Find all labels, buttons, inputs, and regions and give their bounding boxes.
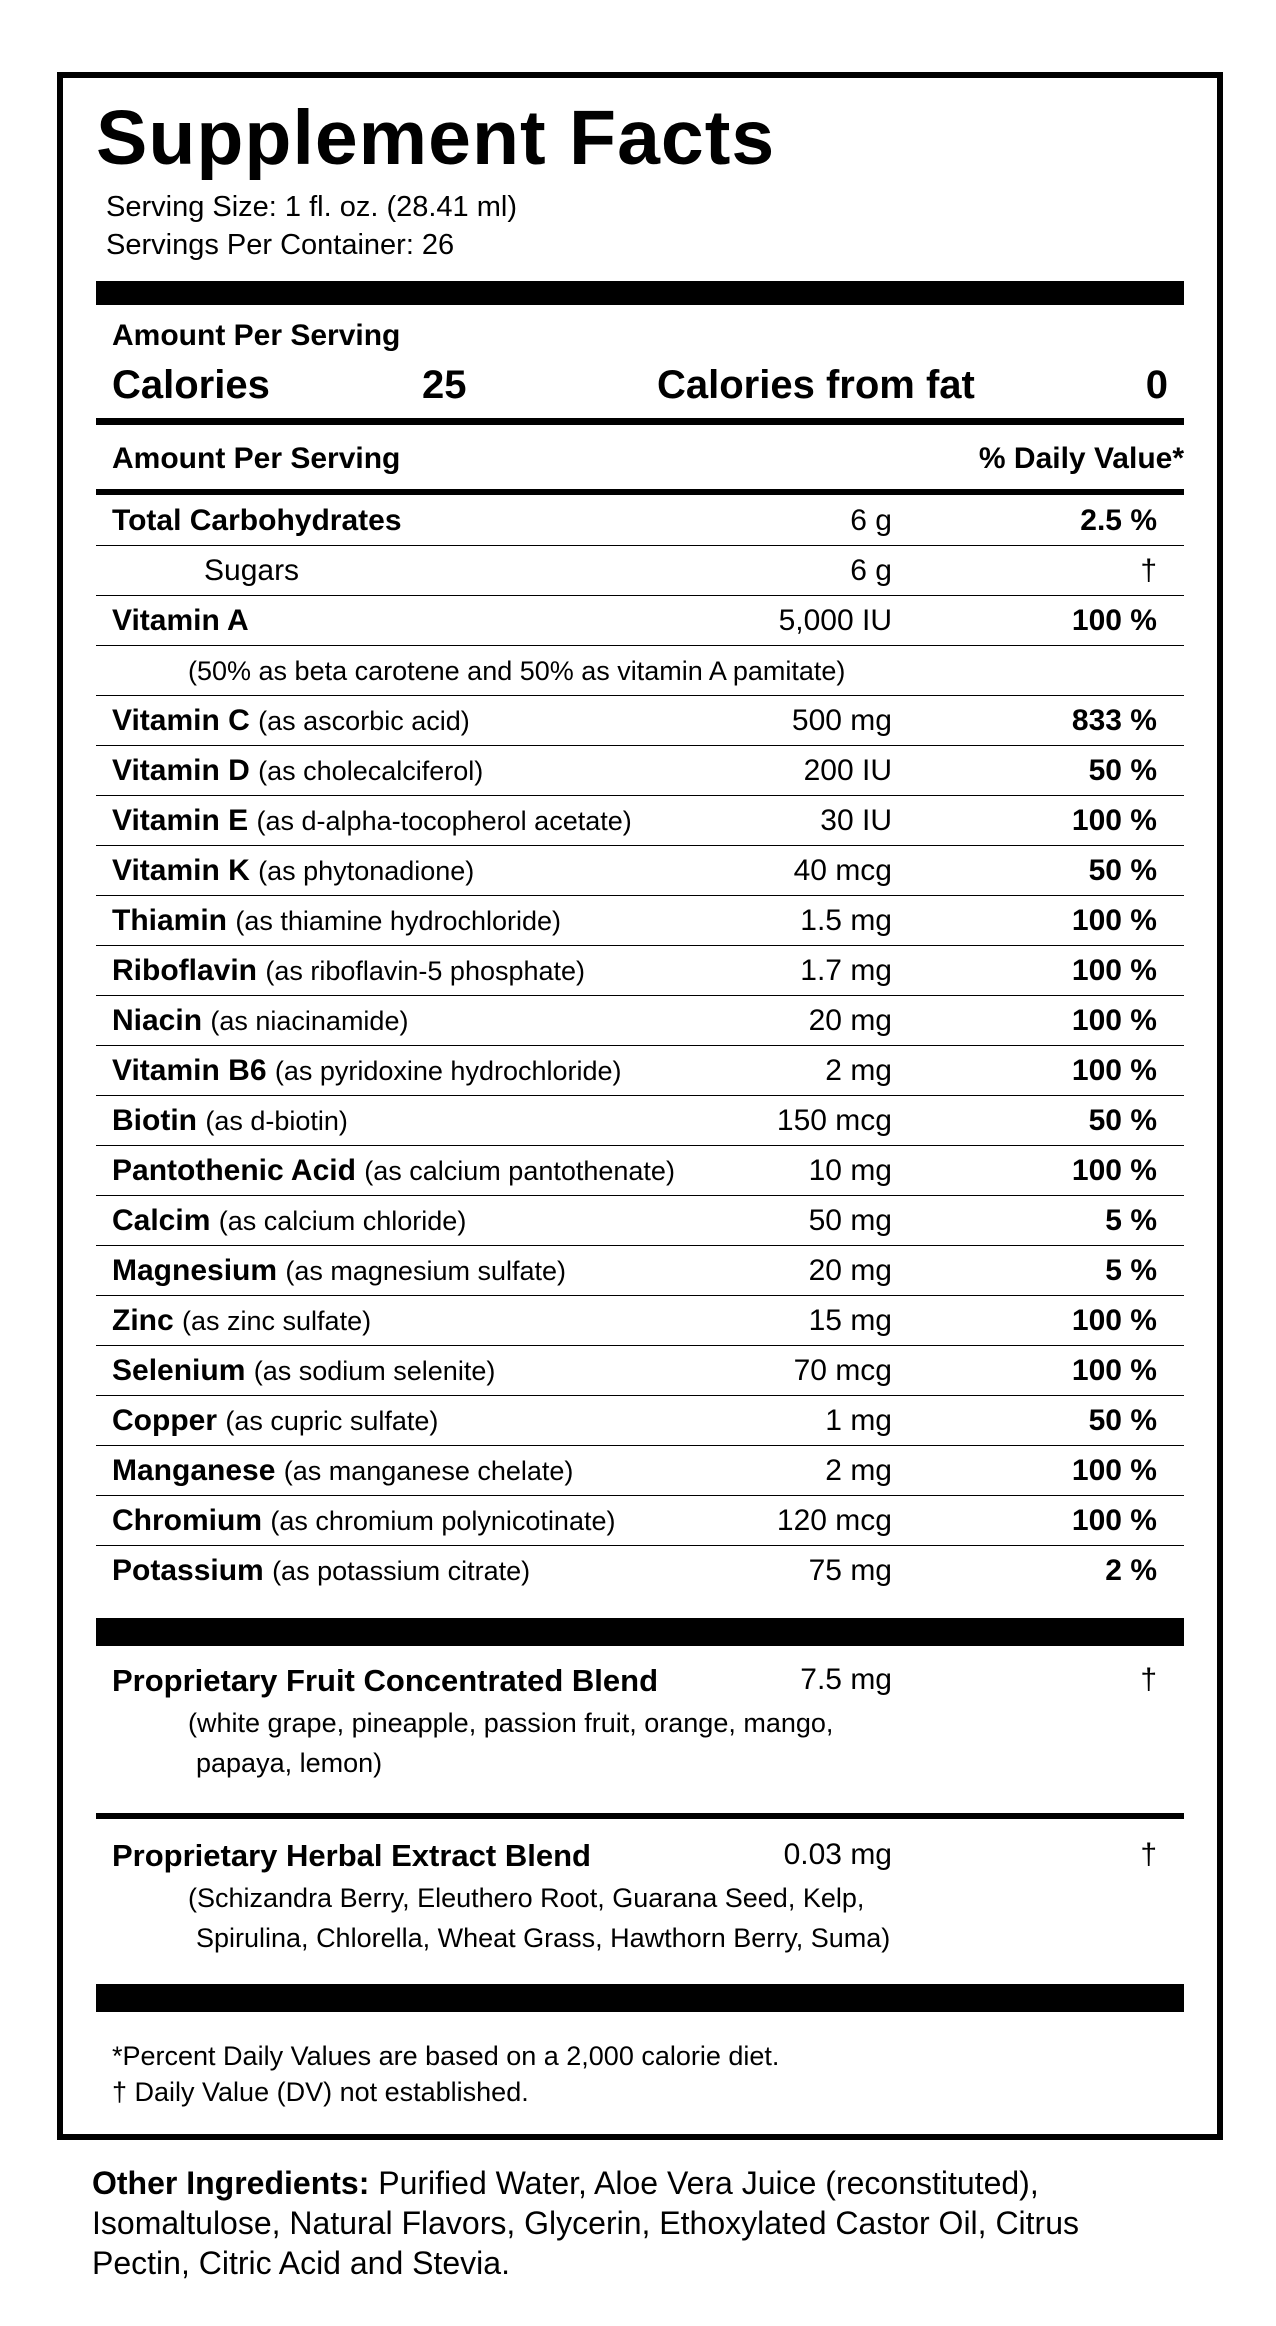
medium-divider [96,489,1184,495]
nutrient-label: Vitamin B6 [112,1054,267,1087]
nutrient-name [204,546,299,596]
nutrient-source: (as manganese chelate) [283,1456,574,1486]
nutrient-name [112,1396,438,1446]
nutrient-name [112,896,561,946]
nutrient-label: Total Carbohydrates [112,504,402,537]
nutrient-daily-value: 833 % [1071,704,1157,737]
vitamin-a-note: (50% as beta carotene and 50% as vitamin A pamitate) [188,656,846,686]
nutrient-amount: 200 IU [803,754,892,787]
nutrient-daily-value: 100 % [1071,1504,1157,1537]
nutrient-name [112,746,483,796]
thick-divider [96,1984,1184,2012]
nutrient-label: Vitamin A [112,604,249,637]
nutrient-name [112,596,249,646]
medium-divider [96,1813,1184,1819]
nutrient-label: Riboflavin [112,954,258,987]
nutrient-daily-value: 50 % [1088,854,1157,887]
nutrient-row [96,996,1184,1046]
nutrient-source: (as calcium chloride) [218,1206,467,1236]
blend-dv: † [1140,1838,1157,1871]
nutrient-label: Niacin [112,1004,203,1037]
nutrient-row [96,1096,1184,1146]
serving-size: Serving Size: 1 fl. oz. (28.41 ml) [106,191,517,223]
footnote-dv-not-established: † Daily Value (DV) not established. [112,2077,529,2107]
daily-value-header: % Daily Value* [978,442,1184,475]
nutrient-amount: 5,000 IU [778,604,892,637]
nutrient-row [96,496,1184,546]
nutrient-daily-value: 100 % [1071,954,1157,987]
panel-title: Supplement Facts [96,95,776,181]
nutrient-amount: 15 mg [808,1304,892,1337]
medium-divider [96,418,1184,425]
nutrient-label: Manganese [112,1454,276,1487]
nutrient-amount: 20 mg [808,1254,892,1287]
nutrient-source: (as sodium selenite) [253,1356,496,1386]
footnote-daily-values: *Percent Daily Values are based on a 2,000 calorie diet. [112,2041,780,2071]
nutrient-daily-value: 2 % [1105,1554,1157,1587]
nutrient-label: Magnesium [112,1254,278,1287]
nutrient-name [112,946,585,996]
nutrient-label: Thiamin [112,904,228,937]
servings-per-container: Servings Per Container: 26 [106,229,455,261]
nutrient-source: (as cholecalciferol) [258,756,484,786]
nutrient-amount: 2 mg [825,1454,892,1487]
nutrient-label: Potassium [112,1554,264,1587]
blend-ingredients: Spirulina, Chlorella, Wheat Grass, Hawthorn Berry, Suma) [196,1923,891,1953]
nutrient-name [112,846,474,896]
nutrient-source: (as phytonadione) [258,856,475,886]
calories-value: 25 [422,363,467,407]
amount-per-serving-label: Amount Per Serving [112,319,401,352]
nutrient-source: (as cupric sulfate) [225,1406,439,1436]
nutrient-label: Vitamin K [112,854,250,887]
nutrient-amount: 120 mcg [776,1504,892,1537]
nutrient-row [96,546,1184,596]
other-ingredients [92,2163,1172,2283]
other-ingredients-label: Other Ingredients: [92,2165,370,2201]
nutrient-amount: 10 mg [808,1154,892,1187]
blend-name: Proprietary Fruit Concentrated Blend [112,1663,659,1698]
nutrient-amount: 150 mcg [776,1104,892,1137]
nutrient-daily-value: 50 % [1088,1404,1157,1437]
nutrient-daily-value: 100 % [1071,1004,1157,1037]
nutrient-source: (as zinc sulfate) [182,1306,372,1336]
nutrient-source: (as d-alpha-tocopherol acetate) [256,806,632,836]
calories-label: Calories [112,363,270,407]
nutrient-row [96,1046,1184,1096]
nutrient-source: (as calcium pantothenate) [364,1156,675,1186]
nutrient-row [96,946,1184,996]
nutrient-amount: 1 mg [825,1404,892,1437]
nutrient-name [112,1446,573,1496]
nutrient-row [96,1396,1184,1446]
nutrient-row [96,1496,1184,1546]
nutrient-amount: 1.5 mg [800,904,892,937]
calories-from-fat-value: 0 [1145,363,1168,407]
nutrient-source: (as ascorbic acid) [258,706,470,736]
nutrient-label: Biotin [112,1104,197,1137]
nutrient-amount: 70 mcg [793,1354,892,1387]
nutrient-row [96,1246,1184,1296]
nutrient-daily-value: 100 % [1071,1454,1157,1487]
nutrient-label: Calcim [112,1204,211,1237]
nutrient-name [112,1496,615,1546]
nutrient-daily-value: 2.5 % [1080,504,1157,537]
nutrient-source: (as potassium citrate) [272,1556,531,1586]
nutrient-source: (as d-biotin) [205,1106,348,1136]
nutrient-name [112,1296,371,1346]
nutrient-name [112,696,470,746]
blend-ingredients: papaya, lemon) [196,1748,383,1778]
supplement-facts-panel [57,72,1223,2140]
nutrient-label: Selenium [112,1354,246,1387]
nutrient-daily-value: 50 % [1088,1104,1157,1137]
nutrient-amount: 75 mg [808,1554,892,1587]
nutrient-row [96,1146,1184,1196]
nutrient-amount: 40 mcg [793,854,892,887]
nutrient-daily-value: 100 % [1071,904,1157,937]
nutrient-row [96,846,1184,896]
nutrient-daily-value: 100 % [1071,1154,1157,1187]
nutrient-source: (as pyridoxine hydrochloride) [274,1056,622,1086]
nutrient-row [96,1446,1184,1496]
nutrient-label: Sugars [204,554,300,587]
nutrient-row [96,696,1184,746]
nutrient-amount: 50 mg [808,1204,892,1237]
nutrient-row [96,596,1184,646]
nutrient-name [112,996,408,1046]
nutrient-name [112,1046,622,1096]
nutrient-label: Vitamin C [112,704,250,737]
nutrient-daily-value: 5 % [1105,1254,1157,1287]
nutrient-amount: 6 g [850,504,892,537]
nutrient-label: Zinc [112,1304,174,1337]
nutrient-daily-value: † [1140,554,1157,587]
blend-ingredients: (Schizandra Berry, Eleuthero Root, Guarana Seed, Kelp, [188,1883,865,1913]
nutrient-row [96,1546,1184,1596]
nutrient-amount: 1.7 mg [800,954,892,987]
nutrient-source: (as chromium polynicotinate) [270,1506,616,1536]
nutrient-label: Vitamin E [112,804,249,837]
nutrient-name [112,1246,566,1296]
nutrient-amount: 2 mg [825,1054,892,1087]
nutrient-daily-value: 5 % [1105,1204,1157,1237]
row-divider [96,645,1184,646]
nutrient-row [96,1346,1184,1396]
nutrient-label: Copper [112,1404,217,1437]
amount-per-serving-header: Amount Per Serving [112,442,401,475]
nutrient-daily-value: 100 % [1071,1304,1157,1337]
nutrient-amount: 30 IU [820,804,892,837]
nutrient-source: (as thiamine hydrochloride) [235,906,562,936]
nutrient-daily-value: 100 % [1071,1354,1157,1387]
nutrient-name [112,1346,495,1396]
nutrient-label: Pantothenic Acid [112,1154,356,1187]
nutrient-source: (as niacinamide) [210,1006,409,1036]
nutrient-row [96,796,1184,846]
calories-row [112,363,1168,413]
nutrient-name [112,1096,348,1146]
blend-name: Proprietary Herbal Extract Blend [112,1838,591,1873]
nutrient-row [96,1196,1184,1246]
nutrient-amount: 6 g [850,554,892,587]
other-ingredients-text: Purified Water, Aloe Vera Juice (reconstituted), Isomaltulose, Natural Flavors, Glycerin, Ethoxylated Castor Oil, Citrus Pectin, Citric Acid and Stevia. [92,2165,1079,2281]
thick-divider [96,281,1184,305]
nutrient-amount: 20 mg [808,1004,892,1037]
nutrient-label: Vitamin D [112,754,250,787]
blend-amount: 0.03 mg [783,1838,892,1871]
nutrient-name [112,1196,466,1246]
nutrient-daily-value: 100 % [1071,1054,1157,1087]
blend-dv: † [1140,1663,1157,1696]
nutrient-row [96,746,1184,796]
calories-from-fat-label: Calories from fat [657,363,975,407]
panel-inner [96,78,1184,2134]
thick-divider [96,1618,1184,1646]
nutrient-name [112,1546,530,1596]
blend-ingredients: (white grape, pineapple, passion fruit, orange, mango, [188,1708,834,1738]
nutrient-daily-value: 50 % [1088,754,1157,787]
nutrient-label: Chromium [112,1504,262,1537]
nutrient-row [96,896,1184,946]
nutrient-source: (as riboflavin-5 phosphate) [265,956,586,986]
nutrient-row [96,1296,1184,1346]
nutrient-daily-value: 100 % [1071,804,1157,837]
nutrient-amount: 500 mg [791,704,892,737]
blend-amount: 7.5 mg [800,1663,892,1696]
nutrient-name [112,1146,675,1196]
nutrient-name [112,496,402,546]
nutrient-source: (as magnesium sulfate) [285,1256,566,1286]
nutrient-daily-value: 100 % [1071,604,1157,637]
nutrient-name [112,796,632,846]
